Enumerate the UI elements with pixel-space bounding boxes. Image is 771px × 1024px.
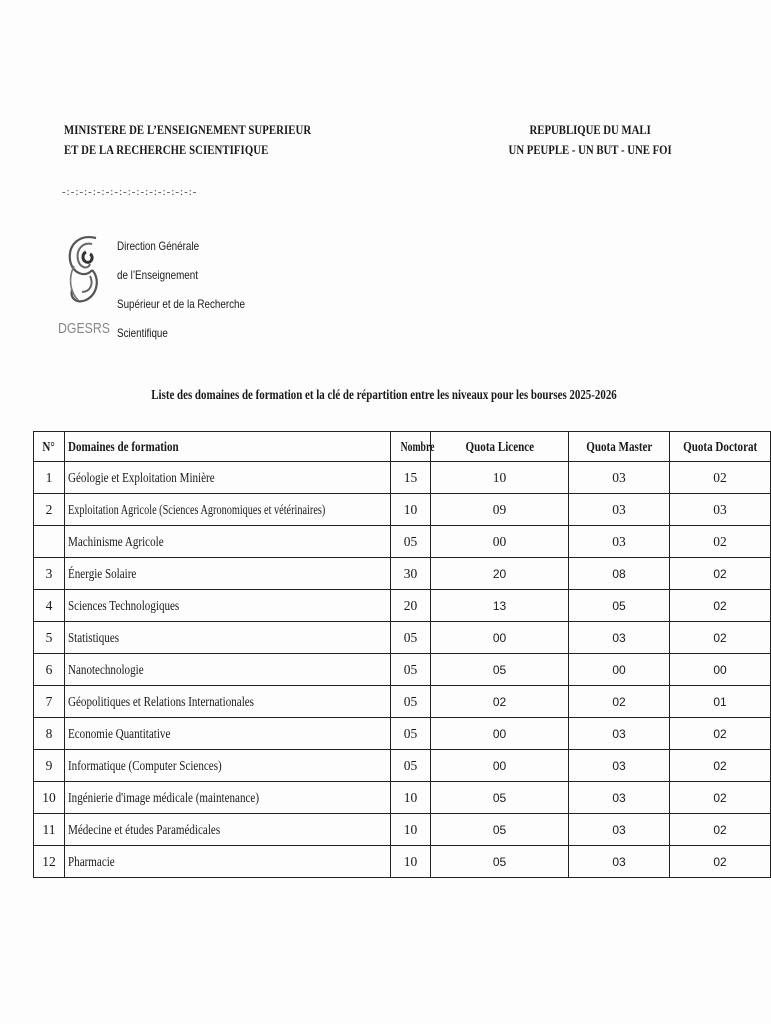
quota-master-value: 08 — [569, 558, 670, 590]
quota-doctorat-value: 02 — [670, 750, 771, 782]
header-count: Nombre — [391, 432, 431, 462]
domain-name: Pharmacie — [65, 846, 391, 878]
header-quota-licence: Quota Licence — [431, 432, 569, 462]
table-row — [34, 686, 771, 718]
quota-licence-value: 00 — [431, 622, 569, 654]
quota-doctorat-value: 00 — [670, 654, 771, 686]
quota-licence-value: 20 — [431, 558, 569, 590]
table-row — [34, 846, 771, 878]
quota-master-value: 03 — [569, 622, 670, 654]
row-number — [34, 526, 65, 558]
row-number: 10 — [34, 782, 65, 814]
domain-name: Machinisme Agricole — [65, 526, 391, 558]
count-value: 05 — [391, 654, 431, 686]
quota-master-value: 05 — [569, 590, 670, 622]
row-number: 12 — [34, 846, 65, 878]
direction-generale-name — [117, 232, 245, 348]
row-number: 5 — [34, 622, 65, 654]
quota-master-value: 03 — [569, 526, 670, 558]
header-domain: Domaines de formation — [65, 432, 391, 462]
quota-master-value: 00 — [569, 654, 670, 686]
table-row — [34, 654, 771, 686]
domain-name: Ingénierie d'image médicale (maintenance) — [65, 782, 391, 814]
quota-licence-value: 09 — [431, 494, 569, 526]
quota-doctorat-value: 02 — [670, 782, 771, 814]
count-value: 20 — [391, 590, 431, 622]
domain-name: Economie Quantitative — [65, 718, 391, 750]
quota-master-value: 03 — [569, 846, 670, 878]
table-row — [34, 558, 771, 590]
count-value: 10 — [391, 846, 431, 878]
count-value: 05 — [391, 718, 431, 750]
quota-doctorat-value: 01 — [670, 686, 771, 718]
quota-licence-value: 05 — [431, 782, 569, 814]
quota-master-value: 03 — [569, 814, 670, 846]
row-number: 4 — [34, 590, 65, 622]
count-value: 10 — [391, 494, 431, 526]
quota-doctorat-value: 03 — [670, 494, 771, 526]
row-number: 3 — [34, 558, 65, 590]
count-value: 10 — [391, 814, 431, 846]
count-value: 15 — [391, 462, 431, 494]
quota-master-value: 03 — [569, 718, 670, 750]
table-row — [34, 622, 771, 654]
ministry-line-2: ET DE LA RECHERCHE SCIENTIFIQUE — [64, 143, 269, 157]
row-number: 8 — [34, 718, 65, 750]
header-quota-doctorat: Quota Doctorat — [670, 432, 771, 462]
quota-doctorat-value: 02 — [670, 718, 771, 750]
count-value: 05 — [391, 526, 431, 558]
row-number: 2 — [34, 494, 65, 526]
quota-master-value: 03 — [569, 782, 670, 814]
logo-name-line-3: Supérieur et de la Recherche — [117, 297, 245, 311]
row-number: 6 — [34, 654, 65, 686]
quota-master-value: 03 — [569, 750, 670, 782]
row-number: 1 — [34, 462, 65, 494]
republic-header — [509, 120, 672, 160]
table-row — [34, 494, 771, 526]
domain-name: Nanotechnologie — [65, 654, 391, 686]
table-row — [34, 750, 771, 782]
quota-master-value: 03 — [569, 462, 670, 494]
domain-name: Énergie Solaire — [65, 558, 391, 590]
header-quota-master: Quota Master — [569, 432, 670, 462]
quota-doctorat-value: 02 — [670, 590, 771, 622]
header-number: N° — [34, 432, 65, 462]
quota-licence-value: 13 — [431, 590, 569, 622]
count-value: 10 — [391, 782, 431, 814]
table-header-row — [34, 432, 771, 462]
count-value: 30 — [391, 558, 431, 590]
quota-table — [33, 431, 771, 878]
quota-licence-value: 00 — [431, 718, 569, 750]
quota-master-value: 02 — [569, 686, 670, 718]
quota-licence-value: 05 — [431, 814, 569, 846]
domain-name: Informatique (Computer Sciences) — [65, 750, 391, 782]
quota-licence-value: 05 — [431, 654, 569, 686]
document-title: Liste des domaines de formation et la clé de répartition entre les niveaux pour les bourses 2025-2026 — [151, 388, 617, 403]
domain-name: Géologie et Exploitation Minière — [65, 462, 391, 494]
separator-dashes: -:-:-:-:-:-:-:-:-:-:-:-:-:-:-:- — [62, 186, 198, 198]
quota-master-value: 03 — [569, 494, 670, 526]
quota-doctorat-value: 02 — [670, 846, 771, 878]
domain-name: Sciences Technologiques — [65, 590, 391, 622]
quota-doctorat-value: 02 — [670, 814, 771, 846]
quota-licence-value: 00 — [431, 526, 569, 558]
table-row — [34, 814, 771, 846]
row-number: 9 — [34, 750, 65, 782]
quota-doctorat-value: 02 — [670, 558, 771, 590]
row-number: 7 — [34, 686, 65, 718]
domain-name: Géopolitiques et Relations Internationales — [65, 686, 391, 718]
quota-doctorat-value: 02 — [670, 622, 771, 654]
quota-doctorat-value: 02 — [670, 462, 771, 494]
quota-licence-value: 05 — [431, 846, 569, 878]
table-row — [34, 590, 771, 622]
count-value: 05 — [391, 622, 431, 654]
count-value: 05 — [391, 686, 431, 718]
quota-doctorat-value: 02 — [670, 526, 771, 558]
domain-name: Exploitation Agricole (Sciences Agronomiques et vétérinaires) — [65, 494, 391, 526]
logo-name-line-4: Scientifique — [117, 326, 168, 340]
logo-abbreviation: DGESRS — [58, 320, 110, 337]
dgesrs-logo-icon — [62, 230, 108, 322]
count-value: 05 — [391, 750, 431, 782]
quota-licence-value: 02 — [431, 686, 569, 718]
quota-licence-value: 10 — [431, 462, 569, 494]
ministry-line-1: MINISTERE DE L’ENSEIGNEMENT SUPERIEUR — [64, 123, 312, 137]
table-row — [34, 526, 771, 558]
row-number: 11 — [34, 814, 65, 846]
table-row — [34, 462, 771, 494]
domain-name: Statistiques — [65, 622, 391, 654]
ministry-header — [64, 120, 311, 160]
quota-licence-value: 00 — [431, 750, 569, 782]
domain-name: Médecine et études Paramédicales — [65, 814, 391, 846]
logo-name-line-1: Direction Générale — [117, 239, 200, 253]
logo-name-line-2: de l’Enseignement — [117, 268, 198, 282]
republic-line-1: REPUBLIQUE DU MALI — [529, 123, 652, 137]
table-row — [34, 718, 771, 750]
table-row — [34, 782, 771, 814]
republic-motto: UN PEUPLE - UN BUT - UNE FOI — [508, 143, 672, 157]
